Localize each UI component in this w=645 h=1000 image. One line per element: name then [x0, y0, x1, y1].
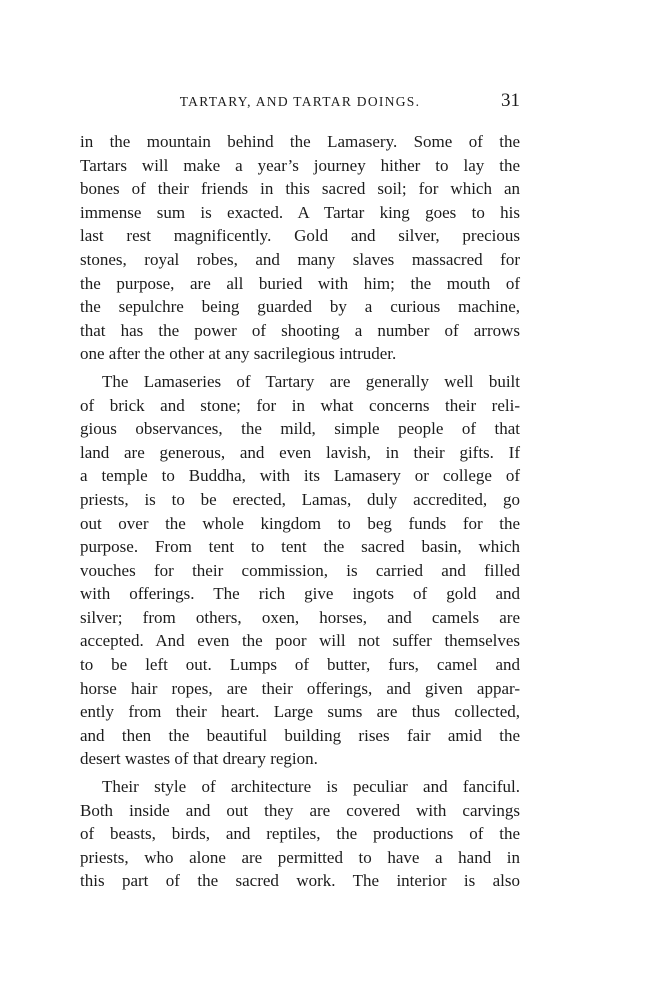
- paragraph-3: [80, 775, 520, 893]
- text-line: a temple to Buddha, with its Lamasery or college of: [80, 466, 520, 486]
- text-line: with offerings. The rich give ingots of gold and: [80, 584, 520, 604]
- text-line: The Lamaseries of Tartary are generally well built: [102, 371, 520, 391]
- text-line: desert wastes of that dreary region.: [80, 749, 318, 769]
- text-line: gious observances, the mild, simple people of that: [80, 419, 520, 439]
- text-line: this part of the sacred work. The interior is also: [80, 871, 520, 891]
- text-line: one after the other at any sacrilegious intruder.: [80, 344, 397, 364]
- text-line: out over the whole kingdom to beg funds for the: [80, 513, 520, 533]
- paragraph-1: [80, 130, 520, 366]
- text-line: Tartars will make a year’s journey hither to lay the: [80, 155, 520, 175]
- text-line: priests, is to be erected, Lamas, duly accredited, go: [80, 489, 520, 509]
- text-line: the sepulchre being guarded by a curious machine,: [80, 297, 520, 317]
- text-line: vouches for their commission, is carried and filled: [80, 560, 520, 580]
- text-line: ently from their heart. Large sums are thus collected,: [80, 702, 520, 722]
- running-title: TARTARY, AND TARTAR DOINGS.: [179, 94, 421, 109]
- running-head: [80, 90, 520, 116]
- text-line: accepted. And even the poor will not suffer themselves: [80, 631, 520, 651]
- text-line: the purpose, are all buried with him; the mouth of: [80, 273, 520, 293]
- text-line: and then the beautiful building rises fair amid the: [80, 725, 520, 745]
- text-line: priests, who alone are permitted to have a hand in: [80, 847, 520, 867]
- text-line: horse hair ropes, are their offerings, and given appar-: [80, 678, 520, 698]
- text-line: of beasts, birds, and reptiles, the productions of the: [80, 824, 520, 844]
- text-line: stones, royal robes, and many slaves massacred for: [80, 249, 520, 269]
- text-line: bones of their friends in this sacred soil; for which an: [80, 179, 520, 199]
- text-line: Their style of architecture is peculiar and fanciful.: [102, 777, 520, 797]
- text-line: land are generous, and even lavish, in their gifts. If: [80, 442, 520, 462]
- text-line: immense sum is exacted. A Tartar king goes to his: [80, 202, 520, 222]
- text-line: to be left out. Lumps of butter, furs, camel and: [80, 655, 520, 675]
- page-number: 31: [501, 90, 520, 111]
- text-line: that has the power of shooting a number of arrows: [80, 320, 520, 340]
- body-text: [80, 130, 520, 893]
- paragraph-2: [80, 370, 520, 771]
- text-line: purpose. From tent to tent the sacred basin, which: [80, 537, 520, 557]
- text-line: of brick and stone; for in what concerns their reli-: [80, 395, 520, 415]
- text-line: Both inside and out they are covered with carvings: [80, 800, 520, 820]
- text-line: last rest magnificently. Gold and silver, precious: [80, 226, 520, 246]
- text-line: in the mountain behind the Lamasery. Some of the: [80, 132, 520, 151]
- text-line: silver; from others, oxen, horses, and camels are: [80, 607, 520, 627]
